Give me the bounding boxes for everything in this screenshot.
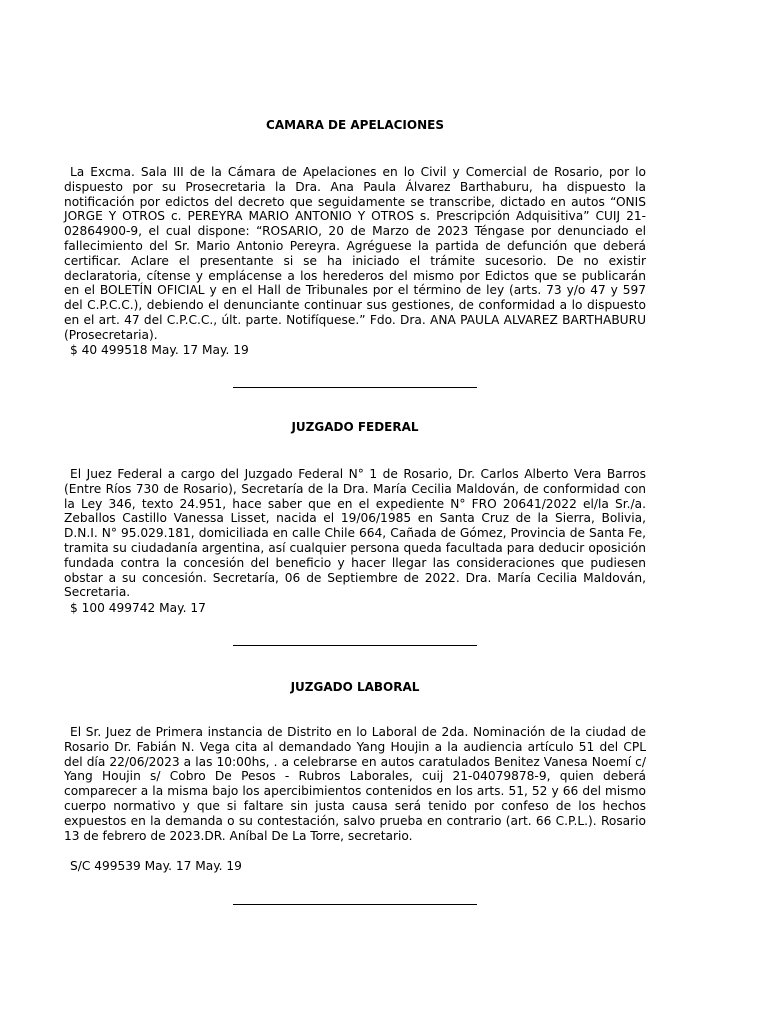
section-divider xyxy=(233,645,477,646)
section-heading-camara: CAMARA DE APELACIONES xyxy=(266,118,444,132)
section-price-laboral: S/C 499539 May. 17 May. 19 xyxy=(70,859,242,873)
section-body-federal: El Juez Federal a cargo del Juzgado Federal N° 1 de Rosario, Dr. Carlos Alberto Vera Barros (Entre Ríos 730 de Rosario), Secretaría de la Dra. María Cecilia Maldován, de conformidad con la Ley 346, texto 24.951, hace saber que en el expediente N° FRO 20641/2022 el/la Sr./a. Zeballos Castillo Vanessa Lisset, nacida el 19/06/1985 en Santa Cruz de la Sierra, Bolivia, D.N.I. N° 95.029.181, domiciliada en calle Chile 664, Cañada de Gómez, Provincia de Santa Fe, tramita su ciudadanía argentina, así cualquier persona queda facultada para deducir oposición fundada contra la concesión del beneficio y hacer llegar las consideraciones que pudiesen obstar a su concesión. Secretaría, 06 de Septiembre de 2022. Dra. María Cecilia Maldován, Secretaria. xyxy=(64,467,646,600)
section-body-camara: La Excma. Sala III de la Cámara de Apelaciones en lo Civil y Comercial de Rosario, por lo dispuesto por su Prosecretaria la Dra. Ana Paula Álvarez Barthaburu, ha dispuesto la notificación por edictos del decreto que seguidamente se transcribe, dictado en autos “ONIS JORGE Y OTROS c. PEREYRA MARIO ANTONIO Y OTROS s. Prescripción Adquisitiva” CUIJ 21-02864900-9, el cual dispone: “ROSARIO, 20 de Marzo de 2023 Téngase por denunciado el fallecimiento del Sr. Mario Antonio Pereyra. Agréguese la partida de defunción que deberá certificar. Aclare el presentante si se ha iniciado el trámite sucesorio. De no existir declaratoria, cítense y emplácense a los herederos del mismo por Edictos que se publicarán en el BOLETÍN OFICIAL y en el Hall de Tribunales por el término de ley (arts. 73 y/o 47 y 597 del C.P.C.C.), debiendo el denunciante continuar sus gestiones, de conformidad a lo dispuesto en el art. 47 del C.P.C.C., últ. parte. Notifíquese.” Fdo. Dra. ANA PAULA ALVAREZ BARTHABURU (Prosecretaria). xyxy=(64,165,646,342)
section-heading-federal: JUZGADO FEDERAL xyxy=(291,420,419,434)
section-body-laboral: El Sr. Juez de Primera instancia de Distrito en lo Laboral de 2da. Nominación de la ciudad de Rosario Dr. Fabián N. Vega cita al demandado Yang Houjin a la audiencia artículo 51 del CPL del día 22/06/2023 a las 10:00hs, . a celebrarse en autos caratulados Benitez Vanesa Noemí c/ Yang Houjin s/ Cobro De Pesos - Rubros Laborales, cuij 21-04079878-9, quien deberá comparecer a la misma bajo los apercibimientos contenidos en los arts. 51, 52 y 66 del mismo cuerpo normativo y que si faltare sin justa causa será tenido por confeso de los hechos expuestos en la demanda o su contestación, salvo prueba en contrario (art. 66 C.P.L.). Rosario 13 de febrero de 2023.DR. Aníbal De La Torre, secretario. xyxy=(64,725,646,843)
section-price-camara: $ 40 499518 May. 17 May. 19 xyxy=(70,343,249,357)
section-heading-laboral: JUZGADO LABORAL xyxy=(290,680,420,694)
section-divider xyxy=(233,387,477,388)
section-price-federal: $ 100 499742 May. 17 xyxy=(70,601,206,615)
section-divider xyxy=(233,904,477,905)
